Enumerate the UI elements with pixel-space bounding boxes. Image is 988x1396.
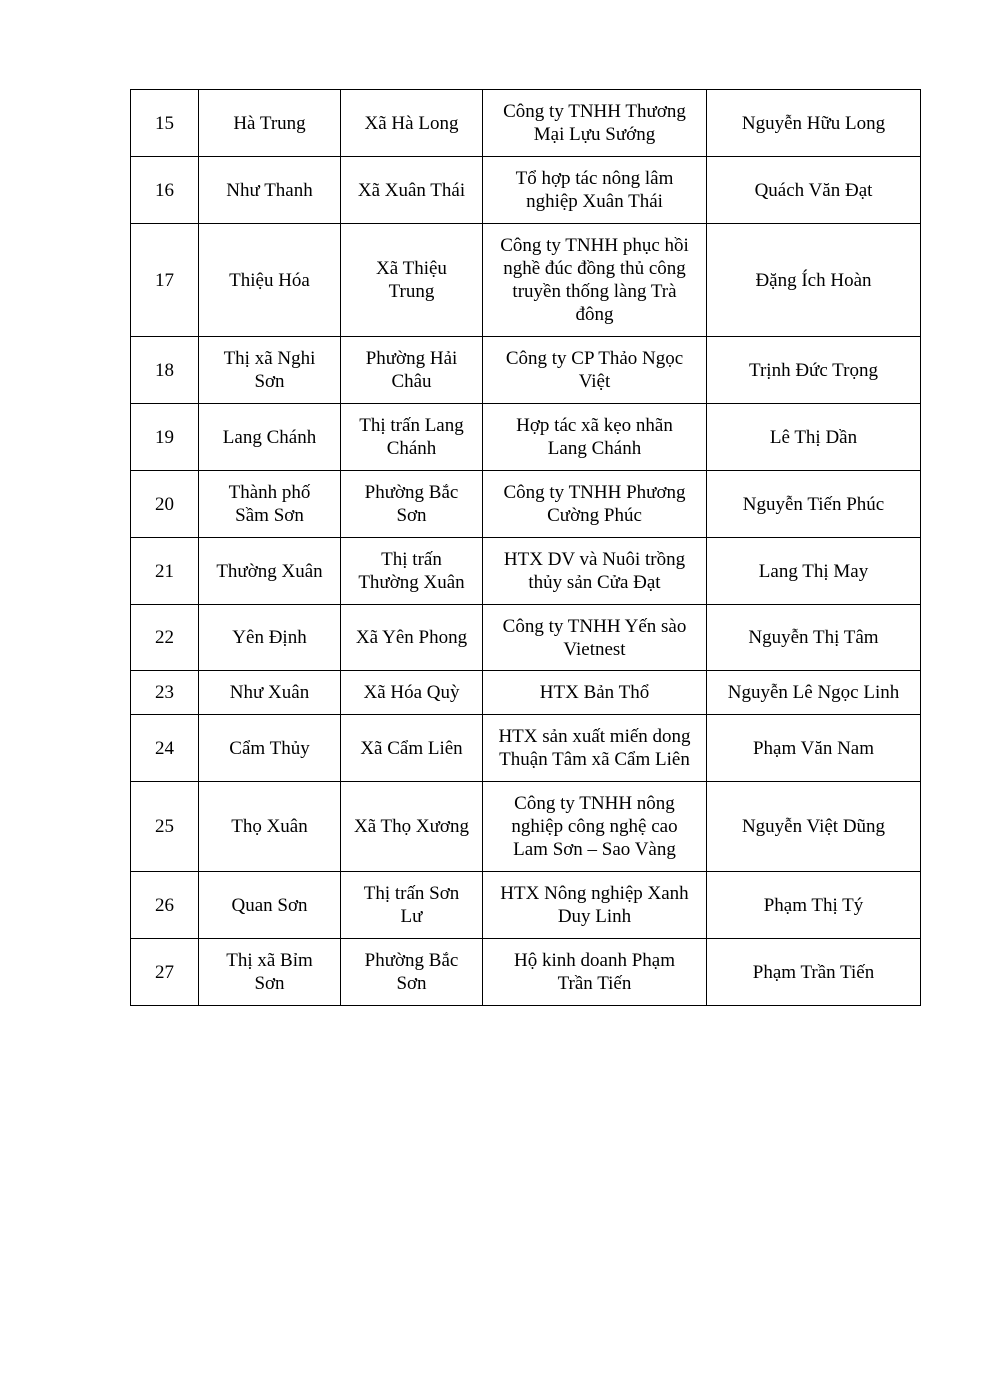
cell-no: 18	[131, 337, 199, 404]
cell-representative: Phạm Trần Tiến	[707, 939, 921, 1006]
cell-no: 21	[131, 538, 199, 605]
table-row	[131, 337, 921, 404]
cell-district: Thiệu Hóa	[199, 224, 341, 337]
cell-commune: Xã Cẩm Liên	[341, 715, 483, 782]
cell-entity: Hộ kinh doanh Phạm Trần Tiến	[483, 939, 707, 1006]
cell-district: Thị xã Bỉm Sơn	[199, 939, 341, 1006]
cell-no: 16	[131, 157, 199, 224]
cell-district: Lang Chánh	[199, 404, 341, 471]
cell-no: 26	[131, 872, 199, 939]
cell-entity: Công ty TNHH Phương Cường Phúc	[483, 471, 707, 538]
table-row	[131, 538, 921, 605]
cell-representative: Phạm Văn Nam	[707, 715, 921, 782]
table-row	[131, 90, 921, 157]
cell-no: 19	[131, 404, 199, 471]
cell-commune: Phường Hải Châu	[341, 337, 483, 404]
cell-district: Hà Trung	[199, 90, 341, 157]
cell-no: 25	[131, 782, 199, 872]
cell-commune: Thị trấn Thường Xuân	[341, 538, 483, 605]
table-row	[131, 605, 921, 671]
cell-representative: Nguyễn Việt Dũng	[707, 782, 921, 872]
cell-entity: Công ty TNHH phục hồi nghề đúc đồng thủ công truyền thống làng Trà đông	[483, 224, 707, 337]
cell-representative: Quách Văn Đạt	[707, 157, 921, 224]
table-row	[131, 157, 921, 224]
cell-no: 24	[131, 715, 199, 782]
cell-commune: Thị trấn Lang Chánh	[341, 404, 483, 471]
cell-no: 17	[131, 224, 199, 337]
cell-representative: Trịnh Đức Trọng	[707, 337, 921, 404]
cell-district: Như Xuân	[199, 671, 341, 715]
cell-entity: Công ty TNHH Thương Mại Lựu Sướng	[483, 90, 707, 157]
cell-commune: Xã Hóa Quỳ	[341, 671, 483, 715]
cell-no: 23	[131, 671, 199, 715]
cell-commune: Xã Thọ Xương	[341, 782, 483, 872]
cell-representative: Đặng Ích Hoàn	[707, 224, 921, 337]
cell-entity: HTX DV và Nuôi trồng thủy sản Cửa Đạt	[483, 538, 707, 605]
cell-district: Thường Xuân	[199, 538, 341, 605]
producer-table	[130, 89, 921, 1006]
cell-representative: Nguyễn Hữu Long	[707, 90, 921, 157]
cell-district: Như Thanh	[199, 157, 341, 224]
table-row	[131, 404, 921, 471]
cell-district: Yên Định	[199, 605, 341, 671]
cell-commune: Thị trấn Sơn Lư	[341, 872, 483, 939]
table-row	[131, 782, 921, 872]
cell-entity: Công ty TNHH nông nghiệp công nghệ cao Lam Sơn – Sao Vàng	[483, 782, 707, 872]
cell-commune: Xã Xuân Thái	[341, 157, 483, 224]
cell-no: 15	[131, 90, 199, 157]
cell-commune: Phường Bắc Sơn	[341, 939, 483, 1006]
cell-entity: HTX Bản Thổ	[483, 671, 707, 715]
cell-no: 27	[131, 939, 199, 1006]
table-row	[131, 715, 921, 782]
cell-district: Quan Sơn	[199, 872, 341, 939]
cell-commune: Xã Yên Phong	[341, 605, 483, 671]
table-row	[131, 872, 921, 939]
cell-commune: Xã Hà Long	[341, 90, 483, 157]
table-row	[131, 939, 921, 1006]
cell-entity: Công ty TNHH Yến sào Vietnest	[483, 605, 707, 671]
cell-entity: Tổ hợp tác nông lâm nghiệp Xuân Thái	[483, 157, 707, 224]
cell-representative: Nguyễn Lê Ngọc Linh	[707, 671, 921, 715]
cell-district: Thị xã Nghi Sơn	[199, 337, 341, 404]
cell-representative: Nguyễn Tiến Phúc	[707, 471, 921, 538]
cell-representative: Lê Thị Dần	[707, 404, 921, 471]
cell-entity: Công ty CP Thảo Ngọc Việt	[483, 337, 707, 404]
cell-no: 20	[131, 471, 199, 538]
cell-representative: Phạm Thị Tý	[707, 872, 921, 939]
cell-no: 22	[131, 605, 199, 671]
cell-representative: Lang Thị May	[707, 538, 921, 605]
cell-district: Thành phố Sầm Sơn	[199, 471, 341, 538]
table-row	[131, 671, 921, 715]
table-row	[131, 224, 921, 337]
cell-entity: HTX Nông nghiệp Xanh Duy Linh	[483, 872, 707, 939]
table-row	[131, 471, 921, 538]
cell-commune: Phường Bắc Sơn	[341, 471, 483, 538]
cell-district: Thọ Xuân	[199, 782, 341, 872]
cell-commune: Xã Thiệu Trung	[341, 224, 483, 337]
cell-entity: HTX sản xuất miến dong Thuận Tâm xã Cẩm Liên	[483, 715, 707, 782]
cell-entity: Hợp tác xã kẹo nhãn Lang Chánh	[483, 404, 707, 471]
cell-representative: Nguyễn Thị Tâm	[707, 605, 921, 671]
cell-district: Cẩm Thủy	[199, 715, 341, 782]
